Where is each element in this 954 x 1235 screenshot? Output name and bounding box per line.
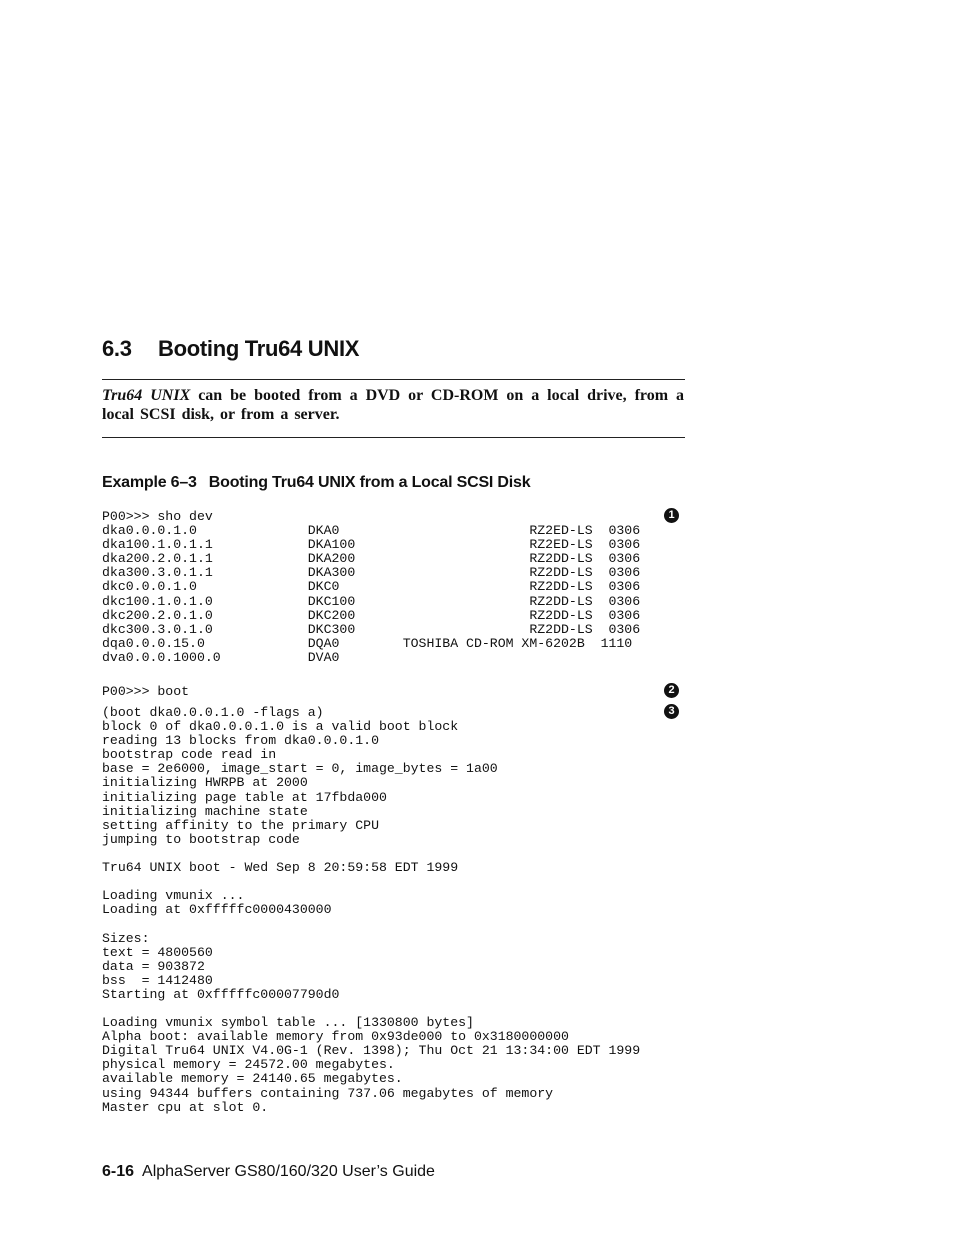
callout-1-icon: 1 [664,508,679,523]
code-boot-output: (boot dka0.0.0.1.0 -flags a) block 0 of dka0.0.0.1.0 is a valid boot block reading 13 blocks from dka0.0.0.1.0 bootstrap code read in base = 2e6000, image_start = 0, image_bytes = 1a00 initializing HWRPB at 2000 initializing page table at 17fbda000 initializing machine state setting affinity to the primary CPU jumping to bootstrap code Tru64 UNIX boot - Wed Sep 8 20:59:58 EDT 1999 Loading vmunix ... Loading at 0xfffffc0000430000 Sizes: text = 4800560 data = 903872 bss = 1412480 Starting at 0xfffffc00007790d0 Loading vmunix symbol table ... [1330800 bytes] Alpha boot: available memory from 0x93de000 to 0x3180000000 Digital Tru64 UNIX V4.0G-1 (Rev. 1398); Thu Oct 21 13:34:00 EDT 1999 physical memory = 24572.00 megabytes. available memory = 24140.65 megabytes. using 94344 buffers containing 737.06 megabytes of memory Master cpu at slot 0. [102,705,641,1115]
bottom-divider [102,437,685,438]
code-show-devices: P00>>> sho dev dka0.0.0.1.0 DKA0 RZ2ED-LS 0306 dka100.1.0.1.1 DKA100 RZ2ED-LS 0306 dka200.2.0.1.1 DKA200 RZ2DD-LS 0306 dka300.3.0.1.1 DKA300 RZ2DD-LS 0306 dkc0.0.0.1.0 DKC0 RZ2DD-LS 0306 dkc100.1.0.1.0 DKC100 RZ2DD-LS 0306 dkc200.2.0.1.0 DKC200 RZ2DD-LS 0306 dkc300.3.0.1.0 DKC300 RZ2DD-LS 0306 dqa0.0.0.15.0 DQA0 TOSHIBA CD-ROM XM-6202B 1110 dva0.0.0.1000.0 DVA0 [102,509,641,665]
intro-text: can be booted from a DVD or CD-ROM on a local drive, from a local SCSI disk, or from a server. [102,387,684,423]
intro-paragraph [102,386,684,424]
callout-2-icon: 2 [664,683,679,698]
example-label: Example 6–3 [102,474,197,491]
example-title-text: Booting Tru64 UNIX from a Local SCSI Disk [208,474,531,491]
page-number: 6-16 [102,1163,135,1180]
section-title [102,336,359,362]
footer-title: AlphaServer GS80/160/320 User’s Guide [142,1163,435,1180]
code-boot-command: P00>>> boot [102,684,190,699]
callout-3-icon: 3 [664,704,679,719]
section-title-text: Booting Tru64 UNIX [158,336,360,361]
top-divider [102,379,685,380]
page-footer [102,1163,435,1181]
section-number: 6.3 [102,336,132,361]
example-title [102,474,530,492]
intro-product-name: Tru64 UNIX [102,387,191,404]
